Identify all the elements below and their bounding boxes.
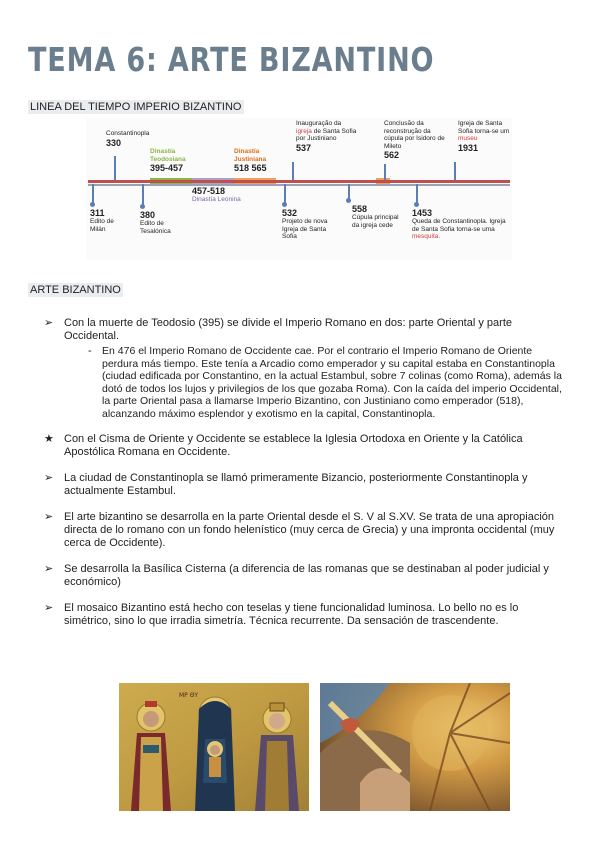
event-1931: Igreja de Santa Sofia torna-se um museu 1931: [458, 120, 510, 153]
event-380: 380 Edito de Tesalónica: [140, 210, 171, 235]
event-395-457: Dinastía Teodosiana 395-457: [150, 148, 186, 173]
event-532: 532 Projeto de nova Igreja de Santa Sofia: [282, 208, 328, 240]
timeline-axis: [88, 180, 510, 183]
event-457-518: 457-518 Dinastía Leonina: [192, 186, 241, 203]
timeline: [86, 118, 512, 260]
list-item: ➢ La ciudad de Constantinopla se llamó primeramente Bizancio, posteriormente Constantinopla y actualmente Estambul.: [44, 472, 528, 497]
list-item: ➢ El mosaico Bizantino está hecho con teselas y tiene funcionalidad luminosa. Lo bello no es lo simétrico, sino lo que irradia simetría. Técnica recurrente. Da sensación de trascendente.: [44, 602, 519, 627]
page-title: TEMA 6: ARTE BIZANTINO: [28, 40, 435, 79]
event-558: 558 Cúpula principal da igreja cede: [352, 204, 399, 229]
event-537: Inauguração da igreja de Santa Sofia por Justiniano 537: [296, 120, 357, 153]
event-330: Constantinopla 330: [106, 130, 150, 148]
mosaic-image: [119, 683, 309, 811]
event-518-565: Dinastía Justiniana 518 565: [234, 148, 267, 173]
list-item: ➢ El arte bizantino se desarrolla en la parte Oriental desde el S. V al S.XV. Se trata de una apropiación directa de lo romano con un fondo helenístico (muy cerca de Grecia) y una impronta occidental (muy cerca de Occidente).: [44, 511, 555, 549]
timeline-heading: LINEA DEL TIEMPO IMPERIO BIZANTINO: [30, 101, 242, 113]
svg-text:ΜΡ ΘΥ: ΜΡ ΘΥ: [179, 692, 199, 699]
section-heading: ARTE BIZANTINO: [30, 284, 121, 296]
event-311: 311 Edito de Milán: [90, 208, 114, 233]
list-item: ➢ Se desarrolla la Basílica Cisterna (a diferencia de las romanas que se destinaban al poder judicial y económico): [44, 563, 549, 588]
dome-image: [320, 683, 510, 811]
event-562: Conclusão da reconstrução da cúpula por Isidoro de Mileto 562: [384, 120, 445, 160]
bullet-list: [44, 317, 564, 641]
timeline-axis-shadow: [88, 184, 510, 186]
sub-list-item: - En 476 el Imperio Romano de Occidente cae. Por el contrario el Imperio Romano de Oriente perdura más tiempo. Este tenía a Arcadio como emperador y su capital estaba en Constantinopla (ciudad edificada por Constantino, en la actual Estambul, sobre 7 colinas (como Roma), además la dotó de todos los lujos y privilegios de los que gozaba Roma). Con la caída del imperio Occidental, la parte Oriental pasa a llamarse Imperio Bizantino, con Justiniano como emperador (518), alcanzando máximo esplendor y exotismo en la capital, Constantinopla.: [88, 345, 562, 420]
list-item: ★ Con el Cisma de Oriente y Occidente se establece la Iglesia Ortodoxa en Oriente y la Católica Apostólica Romana en Occidente.: [44, 433, 523, 458]
event-1453: 1453 Queda de Constantinopla. Igreja de Santa Sofia torna-se uma mesquita.: [412, 208, 506, 240]
list-item: ➢ Con la muerte de Teodosio (395) se divide el Imperio Romano en dos: parte Oriental y parte Occidental. - En 476 el Imperio Romano de Occidente cae. Por el contrario el Imperio Romano de Oriente perdura más tiempo. Este tenía a Arcadio como emperador y su capital estaba en Constantinopla (ciudad edificada por Constantino, en la actual Estambul, sobre 7 colinas (como Roma), además la dotó de todos los lujos y privilegios de los que gozaba Roma). Con la caída del imperio Occidental, la parte Oriental pasa a llamarse Imperio Bizantino, con Justiniano como emperador (518), alcanzando máximo esplendor y exotismo en la capital, Constantinopla.: [44, 317, 564, 420]
